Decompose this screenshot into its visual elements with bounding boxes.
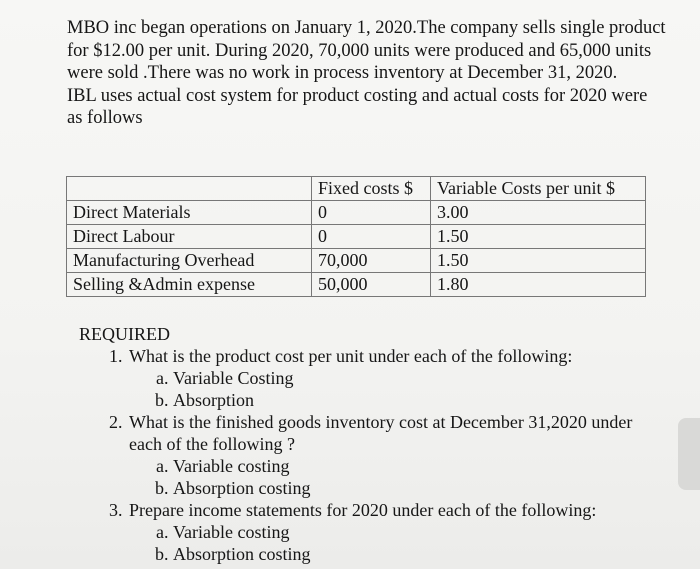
question-item <box>127 345 669 411</box>
question-item <box>127 499 669 565</box>
cell-variable: 1.80 <box>431 273 646 297</box>
table-row <box>67 249 646 273</box>
sub-question: b. Absorption costing <box>173 543 669 565</box>
sub-question-list <box>129 521 669 565</box>
header-cell-variable: Variable Costs per unit $ <box>431 177 646 201</box>
sub-question: b. Absorption <box>173 389 669 411</box>
sub-question: a. Variable costing <box>173 455 669 477</box>
cell-fixed: 0 <box>312 201 431 225</box>
cell-variable: 1.50 <box>431 225 646 249</box>
cell-variable: 3.00 <box>431 201 646 225</box>
cell-item: Manufacturing Overhead <box>67 249 312 273</box>
cell-variable: 1.50 <box>431 249 646 273</box>
intro-paragraph-1: MBO inc began operations on January 1, 2020.The company sells single product for $12.00 per unit. During 2020, 70,000 units were produced and 65,000 units were sold .There was no work in process inventory at December 31, 2020. <box>67 18 666 83</box>
cell-item: Selling &Admin expense <box>67 273 312 297</box>
header-cell-item <box>67 177 312 201</box>
cell-fixed: 50,000 <box>312 273 431 297</box>
sub-question: b. Absorption costing <box>173 477 669 499</box>
question-text: What is the product cost per unit under each of the following: <box>129 346 573 366</box>
table-row <box>67 201 646 225</box>
question-text: What is the finished goods inventory cost at December 31,2020 under each of the following ? <box>129 412 633 454</box>
required-heading: REQUIRED <box>79 324 170 344</box>
question-item <box>127 411 669 499</box>
question-text: Prepare income statements for 2020 under each of the following: <box>129 500 597 520</box>
table-row <box>67 225 646 249</box>
cell-fixed: 70,000 <box>312 249 431 273</box>
sub-question: a. Variable Costing <box>173 367 669 389</box>
scroll-handle[interactable] <box>678 418 700 490</box>
cell-item: Direct Labour <box>67 225 312 249</box>
sub-question-list <box>129 367 669 411</box>
sub-question-list <box>129 455 669 499</box>
cell-item: Direct Materials <box>67 201 312 225</box>
cell-fixed: 0 <box>312 225 431 249</box>
required-section <box>79 323 669 565</box>
question-list <box>79 345 669 565</box>
table-header-row <box>67 177 646 201</box>
intro-paragraph-2: IBL uses actual cost system for product costing and actual costs for 2020 were as follows <box>67 85 648 128</box>
table-row <box>67 273 646 297</box>
problem-statement <box>67 17 667 130</box>
sub-question: a. Variable costing <box>173 521 669 543</box>
header-cell-fixed: Fixed costs $ <box>312 177 431 201</box>
cost-table <box>66 176 646 297</box>
